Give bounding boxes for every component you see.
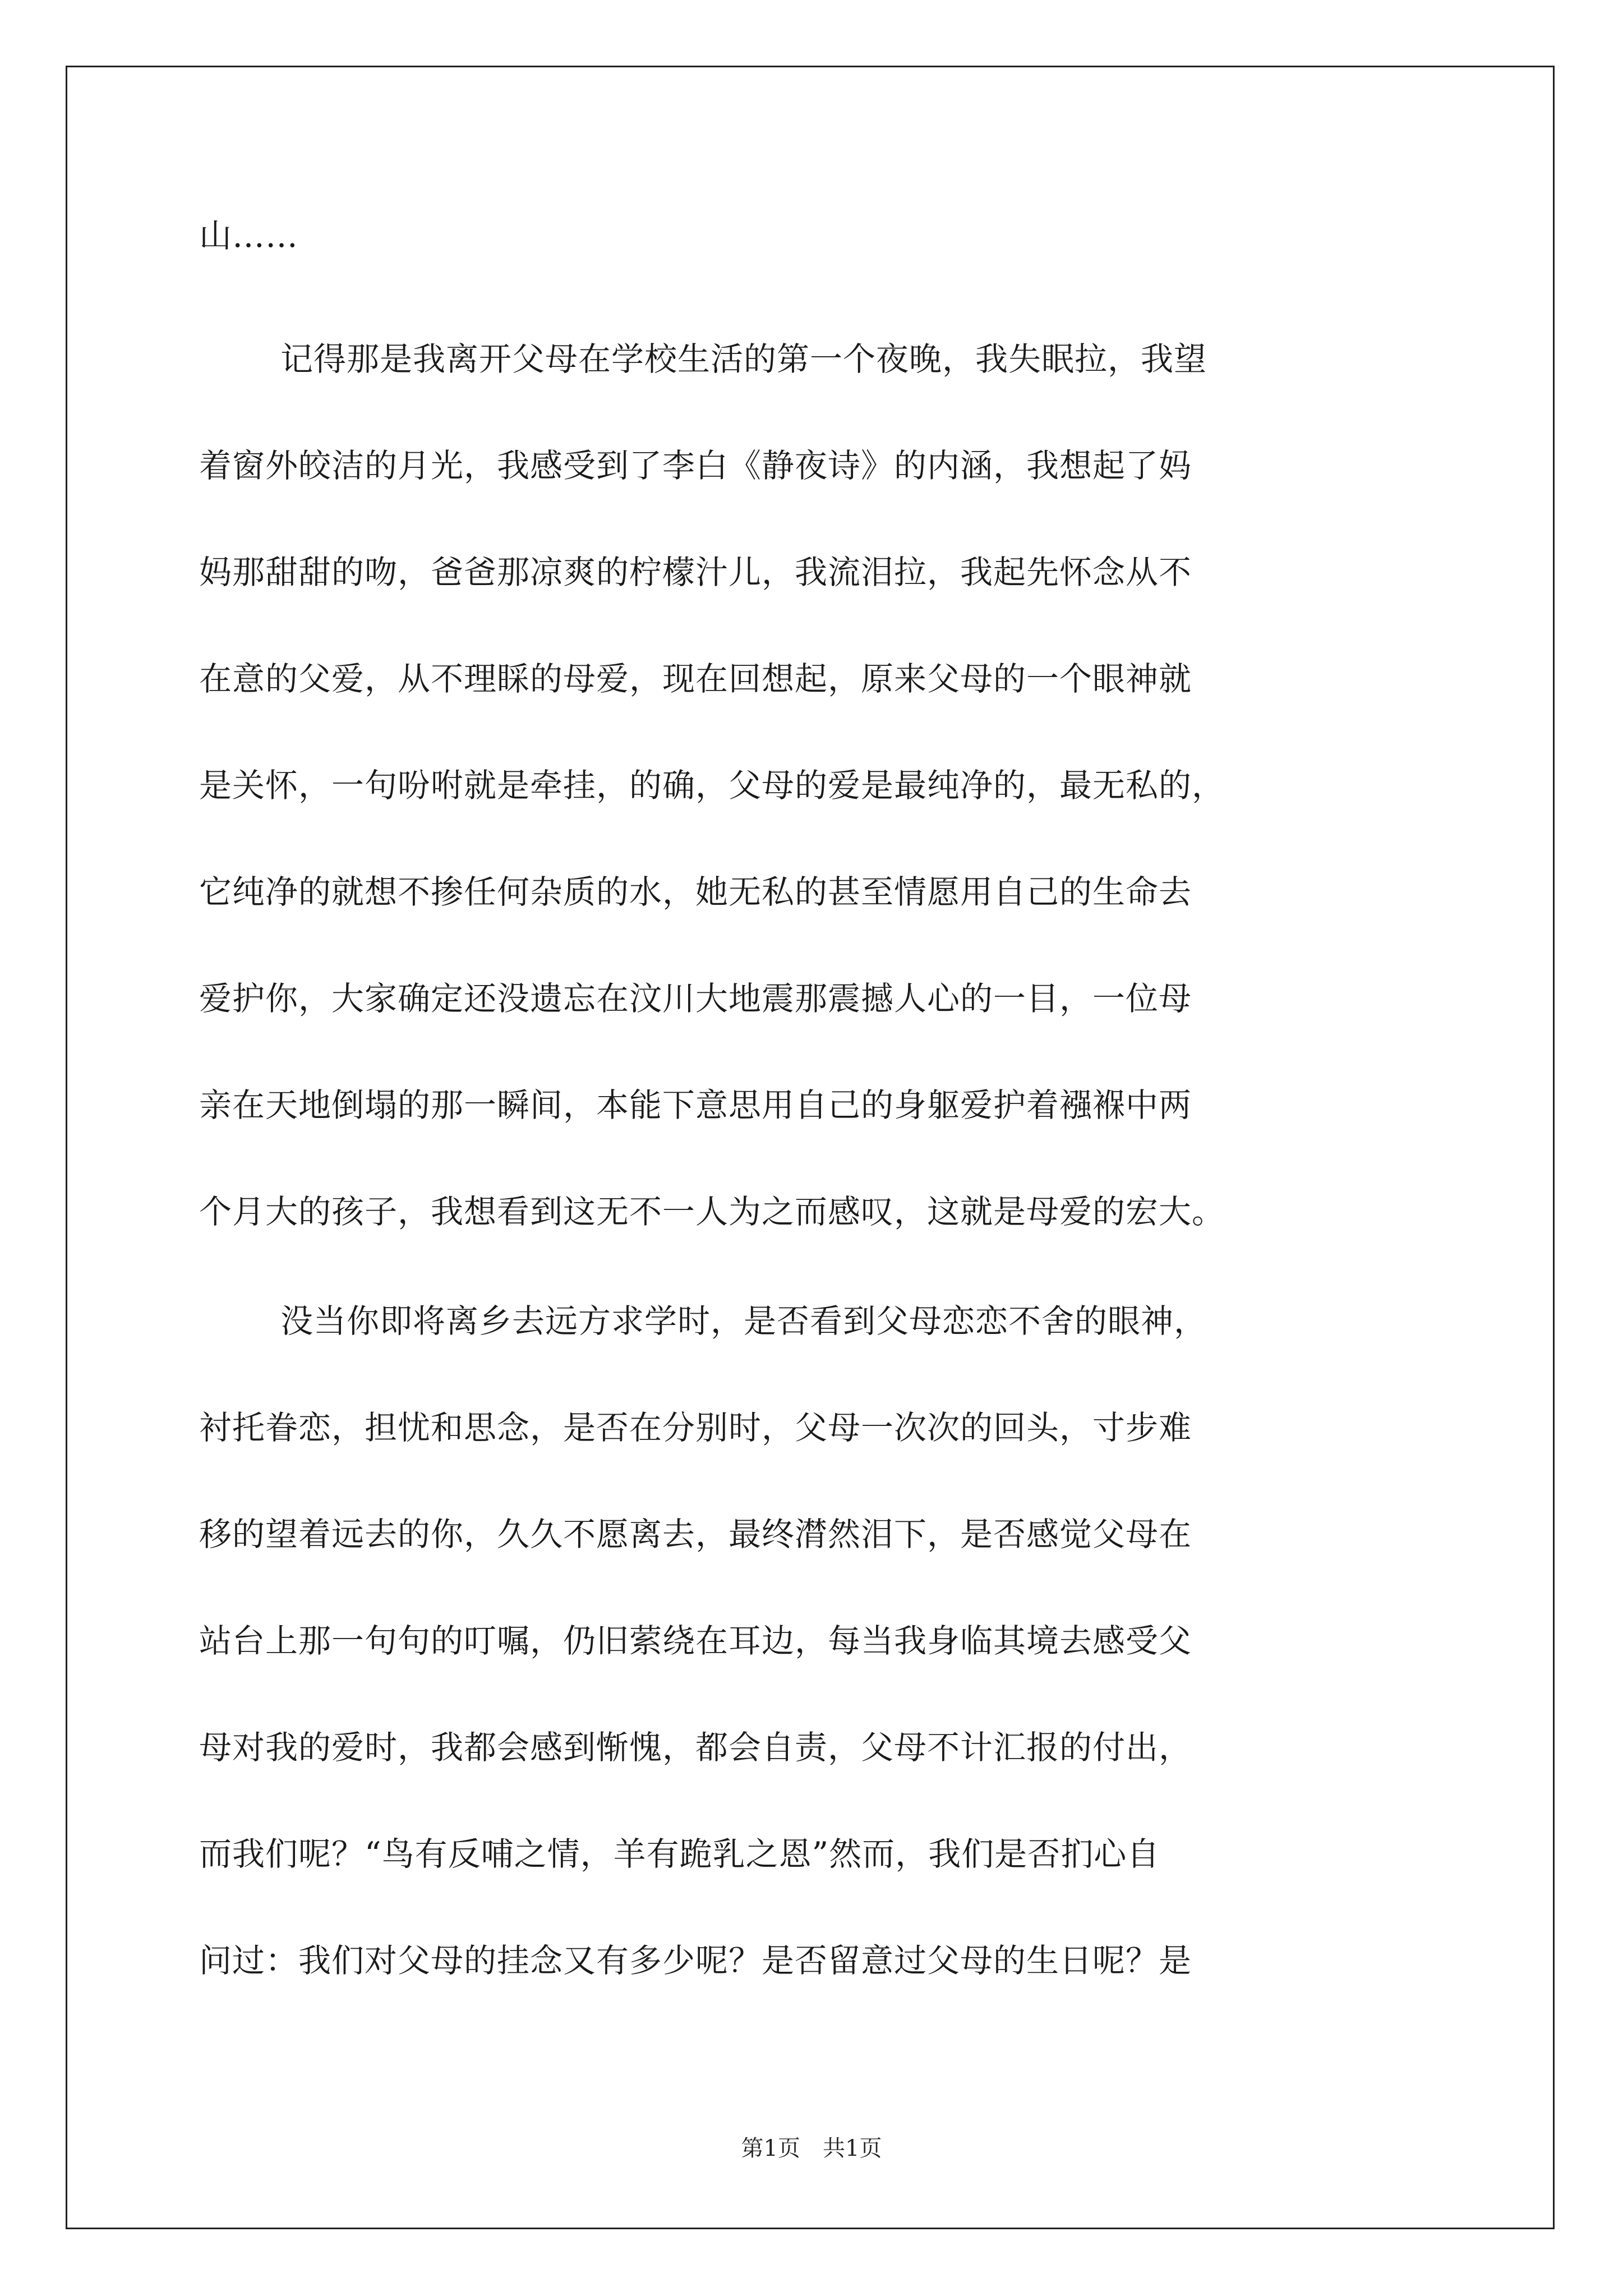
text-line: 亲在天地倒塌的那一瞬间，本能下意思用自己的身躯爱护着襁褓中两 (199, 1086, 1192, 1124)
paragraph-start-line: 记得那是我离开父母在学校生活的第一个夜晚，我失眠拉，我望 (280, 340, 1207, 378)
text-line: 是关怀，一句吩咐就是牵挂，的确，父母的爱是最纯净的，最无私的， (199, 766, 1225, 804)
text-line: 着窗外皎洁的月光，我感受到了李白《静夜诗》的内涵，我想起了妈 (199, 447, 1192, 485)
text-line: 衬托眷恋，担忧和思念，是否在分别时，父母一次次的回头，寸步难 (199, 1409, 1192, 1447)
text-line: 问过：我们对父母的挂念又有多少呢？是否留意过父母的生日呢？是 (199, 1941, 1192, 1980)
text-line: 母对我的爱时，我都会感到惭愧，都会自责，父母不计汇报的付出， (199, 1728, 1192, 1766)
text-line: 它纯净的就想不掺任何杂质的水，她无私的甚至情愿用自己的生命去 (199, 873, 1192, 911)
text-line: 山…… (199, 217, 299, 255)
text-line: 站台上那一句句的叮嘱，仍旧萦绕在耳边，每当我身临其境去感受父 (199, 1622, 1192, 1660)
page-footer: 第1页 共1页 (741, 2136, 882, 2161)
text-line: 爱护你，大家确定还没遗忘在汶川大地震那震撼人心的一目，一位母 (199, 979, 1192, 1018)
paragraph-start-line: 没当你即将离乡去远方求学时，是否看到父母恋恋不舍的眼神， (280, 1302, 1207, 1340)
text-line: 在意的父爱，从不理睬的母爱，现在回想起，原来父母的一个眼神就 (199, 660, 1192, 698)
text-line: 妈那甜甜的吻，爸爸那凉爽的柠檬汁儿，我流泪拉，我起先怀念从不 (199, 553, 1192, 591)
page-border (66, 66, 1555, 2229)
text-line: 个月大的孩子，我想看到这无不一人为之而感叹，这就是母爱的宏大。 (199, 1193, 1225, 1231)
text-line: 而我们呢？“鸟有反哺之情，羊有跪乳之恩”然而，我们是否扪心自 (199, 1835, 1160, 1873)
text-line: 移的望着远去的你，久久不愿离去，最终潸然泪下，是否感觉父母在 (199, 1515, 1192, 1553)
